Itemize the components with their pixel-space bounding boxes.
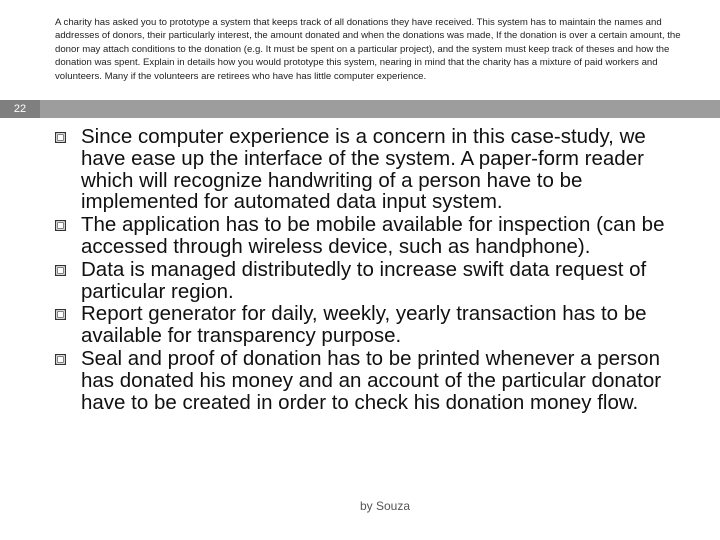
hollow-square-bullet-icon: [55, 309, 66, 320]
hollow-square-bullet-icon: [55, 265, 66, 276]
bullet-text: The application has to be mobile available for inspection (can be accessed through wireless device, such as handphone).: [81, 213, 665, 258]
slide-number: 22: [0, 100, 40, 118]
hollow-square-bullet-icon: [55, 354, 66, 365]
bullet-text: Report generator for daily, weekly, yearly transaction has to be available for transparency purpose.: [81, 302, 647, 348]
footer-author: by Souza: [360, 499, 411, 513]
hollow-square-bullet-icon: [55, 132, 66, 143]
hollow-square-bullet-icon: [55, 220, 66, 231]
bullet-item: [55, 126, 695, 213]
slide-header-bar: [0, 100, 720, 118]
bullet-text: Seal and proof of donation has to be printed whenever a person has donated his money and an account of the particular donator have to be created in order to check his donation money flow.: [81, 346, 662, 414]
bullet-item: [55, 259, 695, 303]
bullet-item: [55, 348, 695, 413]
question-text: A charity has asked you to prototype a system that keeps track of all donations they have received. This system has to maintain the names and addresses of donors, their particularly interest, the amount donated and when the donations was made, If the donation is over a certain amount, the donor may attach conditions to the donation (e.g. It must be spent on a particular project), and the system must keep track of theses and how the donation was spent. Explain in details how you would prototype this system, nearing in mind that the charity has a mixture of paid workers and volunteers. Many if the volunteers are retirees who have has little computer experience.: [55, 17, 681, 82]
bullet-item: [55, 303, 695, 347]
bullet-list: [55, 126, 695, 414]
bullet-text: Data is managed distributedly to increase swift data request of particular region.: [81, 257, 647, 303]
bullet-item: [55, 214, 695, 258]
bullet-text: Since computer experience is a concern in this case-study, we have ease up the interface of the system. A paper-form reader which will recognize handwriting of a person have to be implemented for automated data input system.: [81, 125, 646, 214]
